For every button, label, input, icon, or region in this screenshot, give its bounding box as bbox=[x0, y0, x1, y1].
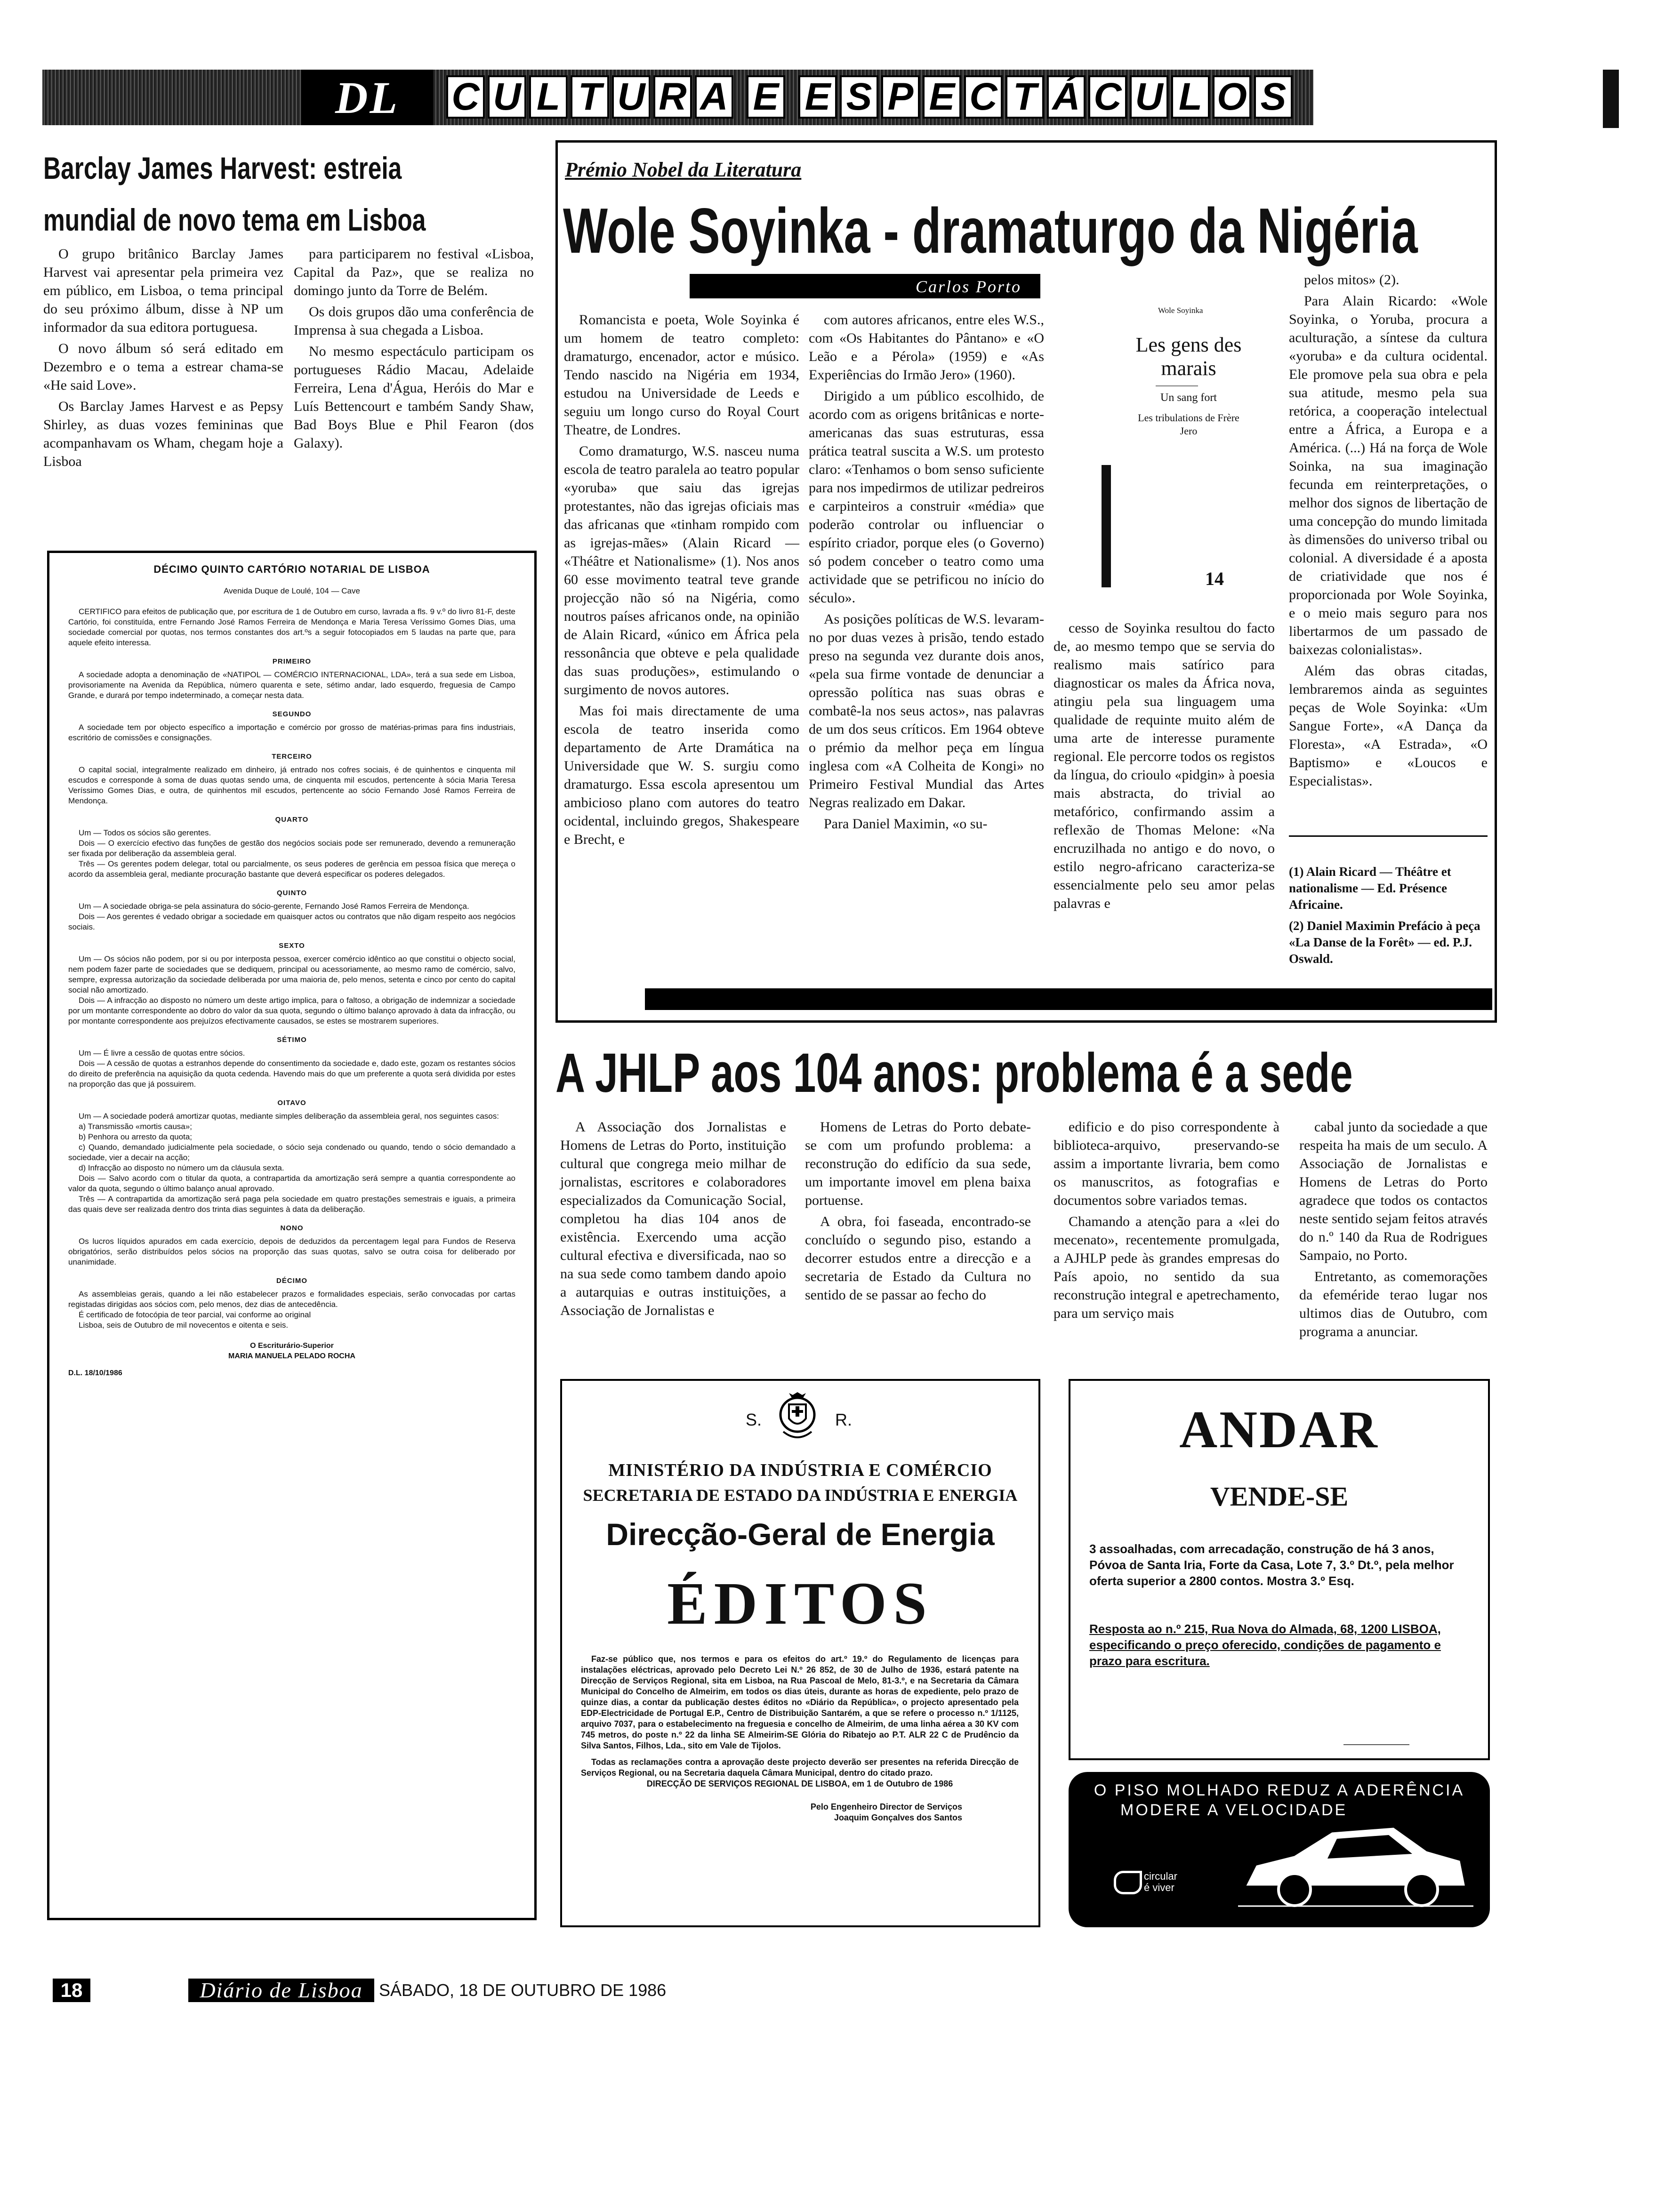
jhlp-headline: A JHLP aos 104 anos: problema é a sede bbox=[555, 1042, 1353, 1104]
editos-ministry: MINISTÉRIO DA INDÚSTRIA E COMÉRCIO bbox=[608, 1460, 992, 1480]
paragraph: No mesmo espectáculo participam os portugueses Rádio Macau, Adelaide Ferreira, Lena d'Água, Heróis do Mar e Luís Bettencourt e também Sandy Shaw, Bad Boys Blue e Phil Fearon (dos Galaxy). bbox=[294, 344, 534, 451]
editos-notice-box bbox=[560, 1379, 1040, 1927]
andar-ad-box bbox=[1069, 1379, 1490, 1760]
nobel-byline-bar bbox=[690, 274, 1040, 298]
notary-paragraph: Os lucros líquidos apurados em cada exercício, depois de deduzidos da percentagem legal para Fundos de Reserva obrigatórios, serão distribuídos pelos sócios na proporção das suas quotas, salvo se outra coisa for deliberado por unanimidade. bbox=[68, 1237, 515, 1266]
notary-section-heading: QUINTO bbox=[276, 889, 307, 897]
barclay-article bbox=[43, 150, 547, 238]
section-letter: T bbox=[571, 75, 609, 119]
barclay-column-2 bbox=[294, 245, 534, 452]
paragraph: para participarem no festival «Lisboa, Capital da Paz», que se realiza no domingo junto da Torre de Belém. bbox=[294, 246, 534, 298]
paragraph: pelos mitos» (2). bbox=[1304, 272, 1400, 288]
road-line-1: O PISO MOLHADO REDUZ A ADERÊNCIA bbox=[1094, 1781, 1465, 1799]
notary-paragraph: Três — Os gerentes podem delegar, total ou parcialmente, os seus poderes de gerência em pessoa física que mereça o acordo da assembleia geral, mediante procuração bastante que deverá especificar os poderes delegados. bbox=[68, 859, 515, 879]
paragraph: cesso de Soyinka resultou do facto de, ao mesmo tempo que se servia do realismo mais satírico para diagnosticar os males da África nova, atingiu pela sua linguagem uma qualidade de requinte muito além de uma arte de interesse puramente regional. Ele percorre todos os registos da língua, do crioulo «pidgin» à poesia mais abstracta, do trivial ao metafórico, confirmando assim a reflexão de Thomas Melone: «Na encruzilhada no antigo e do novo, o estilo negro-africano caracteriza-se essencialmente pelo seu amor pelas palavras e bbox=[1054, 620, 1275, 911]
notary-sections bbox=[68, 657, 515, 1330]
section-masthead bbox=[42, 70, 1313, 125]
section-letter: U bbox=[612, 75, 651, 119]
notary-paragraph: A sociedade adopta a denominação de «NATIPOL — COMÉRCIO INTERNACIONAL, LDA», terá a sua sede em Lisboa, provisoriamente na Avenida da República, número quarenta e sete, sétimo andar, lado esquerdo, freguesia de Campo Grande, e durará por tempo indeterminado, a começar nesta data. bbox=[68, 670, 515, 700]
notary-paragraph: É certificado de fotocópia de teor parcial, vai conforme ao original bbox=[79, 1310, 311, 1319]
andar-subtitle: VENDE-SE bbox=[1210, 1481, 1349, 1512]
notary-section-heading: SEGUNDO bbox=[272, 710, 312, 718]
notary-paragraph: As assembleias gerais, quando a lei não estabelecer prazos e formalidades especiais, serão convocadas por cartas registadas dirigidas aos sócios com, pelo menos, dez dias de antecedência. bbox=[68, 1290, 515, 1309]
paragraph: edificio e do piso correspondente à biblioteca-arquivo, preservando-se assim a importante livraria, bem como os manuscritos, as fotografias e documentos sobre variados temas. bbox=[1054, 1119, 1279, 1208]
section-letter: A bbox=[695, 75, 733, 119]
barclay-headline-2: mundial de novo tema em Lisboa bbox=[43, 202, 426, 237]
section-letter: E bbox=[747, 75, 785, 119]
book-cover-image bbox=[1102, 296, 1252, 587]
nobel-column-3 bbox=[1054, 619, 1275, 913]
nobel-headline: Wole Soyinka - dramaturgo da Nigéria bbox=[563, 195, 1418, 266]
section-letter: Á bbox=[1047, 75, 1086, 119]
section-letter: S bbox=[840, 75, 878, 119]
car-icon bbox=[1238, 1819, 1473, 1915]
editos-sign-1: Pelo Engenheiro Director de Serviços bbox=[810, 1802, 962, 1811]
nobel-bottom-bar bbox=[645, 988, 1492, 1010]
notary-section-heading: SEXTO bbox=[279, 942, 305, 950]
paragraph: A obra, foi faseada, encontrado-se concluído o segundo piso, estando a decorrer estudos entre a direcção e a secretaria de Estado da Cultura no sentido de se passar ao fecho do bbox=[805, 1214, 1031, 1303]
paragraph: Além das obras citadas, lembraremos ainda as seguintes peças de Wole Soyinka: «Um Sangue Forte», «A Dança da Floresta», «A Estrada», «O Baptismo» e «Loucos e Especialistas». bbox=[1289, 663, 1488, 789]
paragraph: com autores africanos, entre eles W.S., com «Os Habitantes do Pântano» e «O Leão e a Pérola» (1959) e «As Experiências do Irmão Jero» (1960). bbox=[809, 312, 1044, 383]
andar-reply: Resposta ao n.º 215, Rua Nova do Almada, 68, 1200 LISBOA, especificando o preço oferecido, condições de pagamento e prazo para escritura. bbox=[1089, 1622, 1441, 1668]
jhlp-column-3 bbox=[1054, 1118, 1279, 1322]
notary-signature-name: MARIA MANUELA PELADO ROCHA bbox=[228, 1352, 355, 1360]
crest-letter-right: R. bbox=[835, 1410, 852, 1429]
notary-section-heading: DÉCIMO bbox=[276, 1277, 307, 1285]
section-letter: U bbox=[1130, 75, 1168, 119]
road-logo-icon bbox=[1114, 1871, 1142, 1894]
book-title: Les gens des marais bbox=[1135, 333, 1242, 380]
notary-paragraph: Lisboa, seis de Outubro de mil novecentos e oitenta e seis. bbox=[79, 1321, 289, 1330]
section-letter: R bbox=[653, 75, 692, 119]
notary-address: Avenida Duque de Loulé, 104 — Cave bbox=[224, 586, 360, 595]
andar-dash bbox=[1343, 1744, 1409, 1745]
notary-paragraph: A sociedade tem por objecto específico a importação e comércio por grosso de matérias-primas para fins industriais, escritório de comissões e consignações. bbox=[68, 723, 515, 742]
book-subtitle-1: Un sang fort bbox=[1160, 392, 1217, 404]
book-subtitle-2: Les tribulations de Frère Jero bbox=[1138, 412, 1239, 437]
notary-reference: D.L. 18/10/1986 bbox=[68, 1369, 122, 1377]
jhlp-column-4 bbox=[1299, 1118, 1488, 1341]
notary-title: DÉCIMO QUINTO CARTÓRIO NOTARIAL DE LISBOA bbox=[153, 563, 430, 575]
paragraph: Para Alain Ricardo: «Wole Soyinka, o Yoruba, procura a aculturação, a síntese da cultura «yoruba» e da cultura ocidental. Ele promove pela sua obra e pela sua atitude, mesmo pela sua retórica, a cooperação intelectual entre a África, a Europa e a América. (...) Há na força de Wole Soinka, na sua imaginação fecunda em reinterpretações, o melhor dos signos de libertação de uma concepção do mundo limitada às dimensões do universo tribal ou colonial. A diversidade é a aposta de criatividade que nos é proporcionada por Wole Soyinka, e o meio mais seguro para nos libertarmos de um passado de baixezas colonialistas». bbox=[1289, 293, 1488, 657]
editos-body-3: DIRECÇÃO DE SERVIÇOS REGIONAL DE LISBOA, em 1 de Outubro de 1986 bbox=[646, 1779, 953, 1788]
notary-section-heading: QUARTO bbox=[275, 816, 309, 824]
notary-section-heading: NONO bbox=[280, 1224, 304, 1232]
section-letter: L bbox=[529, 75, 568, 119]
nobel-notes bbox=[1289, 864, 1488, 972]
logo-text: DL bbox=[335, 72, 399, 123]
book-author: Wole Soyinka bbox=[1158, 306, 1203, 315]
notary-paragraph: O capital social, integralmente realizado em dinheiro, já entrado nos cofres sociais, é de quinhentos e cinquenta mil escudos e corresponde à soma de duas quotas sendo uma, de cinquenta mil escudos, pertencente à sócia Maria Teresa Veríssimo Gomes Dias, e outra, de quinhentos mil escudos, pertencente ao sócio Fernando José Ramos Ferreira de Mendonça. bbox=[68, 765, 515, 805]
notary-paragraph: Um — A sociedade poderá amortizar quotas, mediante simples deliberação da assembleia geral, nos seguintes casos: bbox=[79, 1112, 499, 1121]
paragraph: Para Daniel Maximin, «o su- bbox=[824, 816, 988, 832]
paragraph: Os dois grupos dão uma conferência de Imprensa à sua chegada a Lisboa. bbox=[294, 304, 534, 338]
road-safety-ad bbox=[1069, 1772, 1490, 1927]
section-letter: T bbox=[1005, 75, 1044, 119]
coat-of-arms-icon bbox=[775, 1390, 820, 1442]
nobel-notes-rule bbox=[1289, 835, 1488, 837]
road-line-2: MODERE A VELOCIDADE bbox=[1120, 1801, 1348, 1819]
paragraph: Os Barclay James Harvest e as Pepsy Shirley, as duas vozes femininas que acompanhavam os Wham, chegam hoje a Lisboa bbox=[43, 399, 283, 469]
notary-paragraph: Dois — Salvo acordo com o titular da quota, a contrapartida da amortização será sempre a quantia correspondente ao valor da quota, segundo o último balanço anual aprovado. bbox=[68, 1174, 515, 1193]
notary-signature-role: O Escriturário-Superior bbox=[250, 1342, 334, 1350]
section-letter: E bbox=[923, 75, 961, 119]
notary-paragraph: b) Penhora ou arresto da quota; bbox=[79, 1132, 192, 1141]
paragraph: cabal junto da sociedade a que respeita ha mais de um seculo. A Associação de Jornalistas e Homens de Letras do Porto agradece que todos os contactos neste sentido sejam feitos através do n.º 140 da Rua de Rodrigues Sampaio, no Porto. bbox=[1299, 1119, 1488, 1263]
book-rule bbox=[1102, 380, 1252, 389]
edge-marker bbox=[1603, 70, 1619, 128]
paragraph: Dirigido a um público escolhido, de acordo com as origens britânicas e norte-americanas das suas estruturas, essa prática teatral suscita a W.S. um protesto claro: «Tenhamos o bom senso suficiente para nos impedirmos de utilizar pedreiros e carpinteiros a construir «média» que poderão controlar ou influenciar o espírito criador, porque eles (o Governo) só podem conceber o teatro como uma actividade que se petrificou no início do século». bbox=[809, 388, 1044, 606]
notary-section-heading: TERCEIRO bbox=[272, 753, 312, 761]
page-number: 18 bbox=[53, 1979, 90, 2002]
crest-letter-left: S. bbox=[746, 1410, 762, 1429]
road-badge-1: circular bbox=[1144, 1870, 1177, 1882]
notary-paragraph: Dois — O exercício efectivo das funções de gestão dos negócios sociais pode ser remunerado, devendo a remuneração ser fixada por deliberação da assembleia geral. bbox=[68, 839, 515, 858]
notary-paragraph: Um — É livre a cessão de quotas entre sócios. bbox=[79, 1049, 245, 1058]
book-spine bbox=[1102, 465, 1111, 587]
andar-title: ANDAR bbox=[1179, 1401, 1379, 1459]
barclay-column-1 bbox=[43, 245, 283, 471]
nobel-column-4 bbox=[1289, 271, 1488, 790]
notary-paragraph: a) Transmissão «mortis causa»; bbox=[79, 1122, 192, 1131]
section-letter: C bbox=[964, 75, 1003, 119]
notary-paragraph: Um — A sociedade obriga-se pela assinatura do sócio-gerente, Fernando José Ramos Ferreira de Mendonça. bbox=[79, 902, 469, 911]
section-letter: L bbox=[1171, 75, 1210, 119]
paragraph: O novo álbum só será editado em Dezembro e o tema a estrear chama-se «He said Love». bbox=[43, 341, 283, 393]
notary-paragraph: Dois — A cessão de quotas a estranhos depende do consentimento da sociedade e, dado este, gozam os restantes sócios do direito de preferência na aquisição da quota cedenda. Havendo mais do que um preferente a quota será dividida por estes na proporção das que já possuirem. bbox=[68, 1059, 515, 1089]
andar-text: 3 assoalhadas, com arrecadação, construção de há 3 anos, Póvoa de Santa Iria, Forte da Casa, Lote 7, 3.º Dt.º, pela melhor oferta superior a 2800 contos. Mostra 3.º Esq. bbox=[1089, 1542, 1454, 1588]
section-letter: P bbox=[881, 75, 920, 119]
paragraph: Como dramaturgo, W.S. nasceu numa escola de teatro paralela ao teatro popular «yoruba» que saiu das igrejas protestantes, não das igrejas oficiais mas das africanas que «tinham rompido com as igrejas-mães» (Alain Ricard — «Théâtre et Nationalisme» (1). Nos anos 60 esse movimento teatral teve grande projecção não só na Nigéria, como noutros países africanos onde, na opinião de Alain Ricard, «único em África pela ressonância que obteve e pela qualidade das suas produções», estimulando o surgimento de novos autores. bbox=[564, 443, 799, 697]
paper-logo bbox=[301, 70, 433, 125]
paragraph: Entretanto, as comemorações da efeméride terao lugar nos ultimos dias de Outubro, com programa a anunciar. bbox=[1299, 1269, 1488, 1339]
barclay-headline-1: Barclay James Harvest: estreia bbox=[43, 151, 402, 185]
editos-title: ÉDITOS bbox=[667, 1570, 933, 1637]
paragraph: O grupo britânico Barclay James Harvest vai apresentar pela primeira vez em público, em Lisboa, o tema principal do seu próximo álbum, disse à NP um informador da sua editora portuguesa. bbox=[43, 246, 283, 335]
nobel-column-2 bbox=[809, 311, 1044, 833]
paragraph: Homens de Letras do Porto debate-se com um profundo problema: a reconstrução do edifício da sua sede, um importante imovel em plena baixa portuense. bbox=[805, 1119, 1031, 1208]
editos-sign-2: Joaquim Gonçalves dos Santos bbox=[834, 1813, 962, 1822]
paragraph: A Associação dos Jornalistas e Homens de Letras do Porto, instituição cultural que congrega meio milhar de jornalistas, escritores e colaboradores especializados da Comunicação Social, completou ha dias 104 anos de existência. Exercendo uma acção cultural efectiva e diversificada, nao so na sua sede como tambem dando apoio a autarquias e outras instituições, a Associação de Jornalistas e bbox=[560, 1119, 786, 1318]
paragraph: Romancista e poeta, Wole Soyinka é um homem de teatro completo: dramaturgo, encenador, actor e músico. Tendo nascido na Nigéria em 1934, estudou na Universidade de Leeds e seguiu um longo curso do Royal Court Theatre, de Londres. bbox=[564, 312, 799, 438]
notary-paragraph: d) Infracção ao disposto no número um da cláusula sexta. bbox=[79, 1163, 284, 1172]
notary-paragraph: Três — A contrapartida da amortização será paga pela sociedade em quatro prestações semestrais e iguais, a primeira das quais deve ser realizada dentro dos trinta dias seguintes à data da deliberação. bbox=[68, 1194, 515, 1214]
section-letter: C bbox=[446, 75, 485, 119]
book-number: 14 bbox=[1205, 568, 1224, 589]
nobel-column-1 bbox=[564, 311, 799, 849]
editos-secretariat: SECRETARIA DE ESTADO DA INDÚSTRIA E ENERGIA bbox=[583, 1486, 1018, 1505]
notary-paragraph: c) Quando, demandado judicialmente pela sociedade, o sócio seja condenado ou quando, tendo o sócio demandado a sociedade, vier a decair na acção; bbox=[68, 1143, 515, 1162]
section-letter: C bbox=[1088, 75, 1127, 119]
footer-paper-name: Diário de Lisboa bbox=[188, 1979, 374, 2002]
section-letter: E bbox=[798, 75, 837, 119]
notary-paragraph: Um — Todos os sócios são gerentes. bbox=[79, 828, 211, 837]
editos-body-2: Todas as reclamações contra a aprovação deste projecto deverão ser presentes na referida Direcção de Serviços Regional, ou na Secretaria daquela Câmara Municipal, dentro do citado prazo. bbox=[581, 1757, 1019, 1778]
jhlp-column-2 bbox=[805, 1118, 1031, 1304]
section-letter: U bbox=[488, 75, 526, 119]
nobel-kicker: Prémio Nobel da Literatura bbox=[565, 158, 802, 181]
paragraph: Mas foi mais directamente de uma escola de teatro inserida como departamento de Arte Dramática na Universidade que W. S. surgiu como dramaturgo. Essa escola apresentou um ambicioso plano com autores do teatro ocidental, incluindo gregos, Shakespeare e Brecht, e bbox=[564, 703, 799, 847]
nobel-byline: Carlos Porto bbox=[915, 277, 1022, 296]
footer-date: SÁBADO, 18 DE OUTUBRO DE 1986 bbox=[379, 1980, 667, 2000]
editos-body: Faz-se público que, nos termos e para os efeitos do art.º 19.º do Regulamento de licenças para instalações eléctricas, aprovado pelo Decreto Lei N.º 26 852, de 30 de Julho de 1936, estará patente na Direcção de Serviços Regional, sita em Lisboa, na Rua Pascoal de Melo, 81-3.º, e na Secretaria da Câmara Municipal do Concelho de Almeirim, em todos os dias úteis, durante as horas de expediente, pelo prazo de quinze dias, a contar da publicação destes éditos no «Diário da República», o projecto apresentado pela EDP-Electricidade de Portugal E.P., Centro de Distribuição Santarém, a que se refere o processo n.º 1/1125, arquivo 7037, para o estabelecimento na freguesia e concelho de Almeirim, de uma linha aérea a 30 KV com 745 metros, do poste n.º 22 da linha SE Almeirim-SE Glória do Ribatejo ao P.T. ALR 22 C de Prudêncio da Silva Santos, Filhos, Lda., sito em Vale de Tijolos. bbox=[581, 1654, 1019, 1750]
notary-section-heading: SÉTIMO bbox=[277, 1036, 307, 1044]
editos-body-block bbox=[581, 1654, 1019, 1823]
notary-paragraph: Dois — A infracção ao disposto no número um deste artigo implica, para o faltoso, a obrigação de indemnizar a sociedade por um montante correspondente ao dobro do valor da sua quota, segundo o último balanço aprovado à data da infracção, ou por montante correspondente aos prejuízos efectivamente causados, se estes se mostrarem superiores. bbox=[68, 996, 515, 1026]
paragraph: As posições políticas de W.S. levaram-no por duas vezes à prisão, tendo estado preso na segunda vez durante dois anos, «pela sua firme vontade de denunciar a opressão política nas suas obras e combatê-la nos seus actos», nas palavras de um dos seus críticos. Em 1964 obteve o prémio da melhor peça em língua inglesa com «A Colheita de Kongi» no Primeiro Festival Mundial das Artes Negras realizado em Dakar. bbox=[809, 611, 1044, 810]
section-letter: O bbox=[1213, 75, 1251, 119]
footnote: (2) Daniel Maximin Prefácio à peça «La Danse de la Forêt» — ed. P.J. Oswald. bbox=[1289, 919, 1480, 966]
editos-directorate: Direcção-Geral de Energia bbox=[606, 1517, 995, 1552]
jhlp-column-1 bbox=[560, 1118, 786, 1320]
notary-intro: CERTIFICO para efeitos de publicação que, por escritura de 1 de Outubro em curso, lavrada a fls. 9 v.º do livro 81-F, deste Cartório, foi constituída, entre Fernando José Ramos Ferreira de Mendonça e Maria Teresa Veríssimo Gomes Dias, uma sociedade comercial por quotas, nos termos constantes dos art.ºs a seguir fotocopiados em 5 laudas na parte que, para aquele efeito interessa. bbox=[68, 607, 515, 647]
notary-notice-box bbox=[47, 551, 537, 1920]
paragraph: Chamando a atenção para a «lei do mecenato», recentemente promulgada, a AJHLP pede às grandes empresas do País apoio, no sentido da sua reconstrução integral e apetrechamento, para um serviço mais bbox=[1054, 1214, 1279, 1321]
notary-paragraph: Um — Os sócios não podem, por si ou por interposta pessoa, exercer comércio idêntico ao que constitui o objecto social, nem podem fazer parte de sociedades que se dediquem, principal ou acessoriamente, ao mesmo ramo de comércio, salvo, sempre, expressa autorização da sociedade deliberada por uma maioria de, pelo menos, setenta e cinco por cento do capital social não amortizado. bbox=[68, 954, 515, 994]
notary-paragraph: Dois — Aos gerentes é vedado obrigar a sociedade em quaisquer actos ou contratos que não digam respeito aos negócios sociais. bbox=[68, 912, 515, 931]
notary-section-heading: PRIMEIRO bbox=[272, 657, 312, 665]
section-letter: S bbox=[1254, 75, 1293, 119]
footnote: (1) Alain Ricard — Théâtre et nationalisme — Ed. Présence Africaine. bbox=[1289, 865, 1451, 912]
notary-section-heading: OITAVO bbox=[277, 1099, 306, 1107]
road-badge-2: é viver bbox=[1144, 1882, 1174, 1893]
